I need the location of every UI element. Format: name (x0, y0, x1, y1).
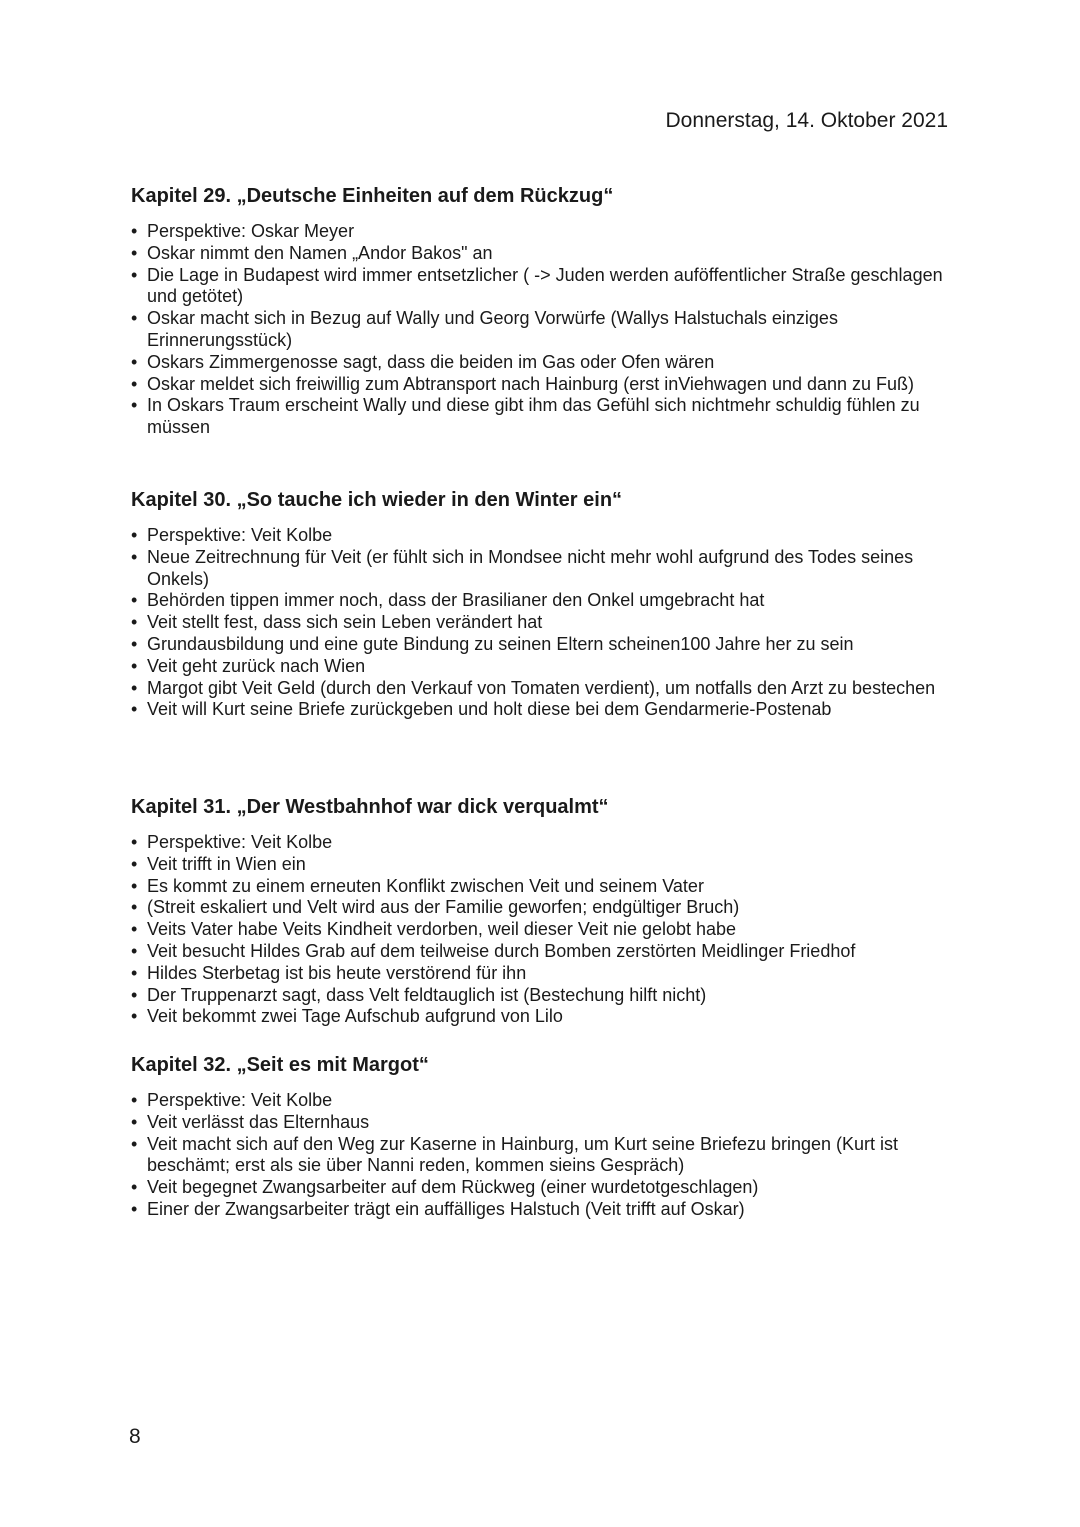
list-item: • Oskar macht sich in Bezug auf Wally und Georg Vorwürfe (Wallys Halstuchals einziges Erinnerungsstück) (131, 308, 951, 352)
bullet-list (131, 832, 951, 1028)
bullet-list (131, 1090, 951, 1221)
list-item: • Margot gibt Veit Geld (durch den Verkauf von Tomaten verdient), um notfalls den Arzt zu bestechen (131, 678, 951, 700)
list-item: • Veit geht zurück nach Wien (131, 656, 951, 678)
list-item: • Oskar nimmt den Namen „Andor Bakos" an (131, 243, 951, 265)
chapter-title: Kapitel 32. „Seit es mit Margot“ (131, 1054, 429, 1076)
list-item: • Veit macht sich auf den Weg zur Kaserne in Hainburg, um Kurt seine Briefezu bringen (Kurt ist beschämt; erst als sie über Nanni reden, kommen sieins Gespräch) (131, 1134, 951, 1178)
bullet-list (131, 525, 951, 721)
list-item: • Grundausbildung und eine gute Bindung zu seinen Eltern scheinen100 Jahre her zu sein (131, 634, 951, 656)
list-item: • In Oskars Traum erscheint Wally und diese gibt ihm das Gefühl sich nichtmehr schuldig fühlen zu müssen (131, 395, 951, 439)
list-item: • Der Truppenarzt sagt, dass Velt feldtauglich ist (Bestechung hilft nicht) (131, 985, 951, 1007)
list-item: • Veit trifft in Wien ein (131, 854, 951, 876)
chapter-title: Kapitel 31. „Der Westbahnhof war dick verqualmt“ (131, 796, 609, 818)
list-item: • Perspektive: Veit Kolbe (131, 1090, 951, 1112)
list-item: • Oskar meldet sich freiwillig zum Abtransport nach Hainburg (erst inViehwagen und dann zu Fuß) (131, 374, 951, 396)
chapter-31 (131, 794, 951, 1028)
list-item: • Veit besucht Hildes Grab auf dem teilweise durch Bomben zerstörten Meidlinger Friedhof (131, 941, 951, 963)
list-item: • Veit begegnet Zwangsarbeiter auf dem Rückweg (einer wurdetotgeschlagen) (131, 1177, 951, 1199)
page-date: Donnerstag, 14. Oktober 2021 (665, 109, 948, 132)
list-item: • Veit bekommt zwei Tage Aufschub aufgrund von Lilo (131, 1006, 951, 1028)
chapter-title: Kapitel 29. „Deutsche Einheiten auf dem Rückzug“ (131, 185, 614, 207)
list-item: • Perspektive: Oskar Meyer (131, 221, 951, 243)
list-item: • Neue Zeitrechnung für Veit (er fühlt sich in Mondsee nicht mehr wohl aufgrund des Todes seines Onkels) (131, 547, 951, 591)
list-item: • (Streit eskaliert und Velt wird aus der Familie geworfen; endgültiger Bruch) (131, 897, 951, 919)
list-item: • Es kommt zu einem erneuten Konflikt zwischen Veit und seinem Vater (131, 876, 951, 898)
list-item: • Veit will Kurt seine Briefe zurückgeben und holt diese bei dem Gendarmerie-Postenab (131, 699, 951, 721)
list-item: • Behörden tippen immer noch, dass der Brasilianer den Onkel umgebracht hat (131, 590, 951, 612)
list-item: • Veits Vater habe Veits Kindheit verdorben, weil dieser Veit nie gelobt habe (131, 919, 951, 941)
chapter-30 (131, 487, 951, 721)
list-item: • Hildes Sterbetag ist bis heute verstörend für ihn (131, 963, 951, 985)
page-number: 8 (129, 1425, 141, 1448)
chapter-title: Kapitel 30. „So tauche ich wieder in den Winter ein“ (131, 489, 623, 511)
list-item: • Einer der Zwangsarbeiter trägt ein auffälliges Halstuch (Veit trifft auf Oskar) (131, 1199, 951, 1221)
list-item: • Die Lage in Budapest wird immer entsetzlicher ( -> Juden werden auföffentlicher Straße geschlagen und getötet) (131, 265, 951, 309)
chapter-29 (131, 183, 951, 439)
list-item: • Veit verlässt das Elternhaus (131, 1112, 951, 1134)
list-item: • Veit stellt fest, dass sich sein Leben verändert hat (131, 612, 951, 634)
chapter-32 (131, 1052, 951, 1221)
list-item: • Perspektive: Veit Kolbe (131, 525, 951, 547)
list-item: • Perspektive: Veit Kolbe (131, 832, 951, 854)
bullet-list (131, 221, 951, 439)
list-item: • Oskars Zimmergenosse sagt, dass die beiden im Gas oder Ofen wären (131, 352, 951, 374)
